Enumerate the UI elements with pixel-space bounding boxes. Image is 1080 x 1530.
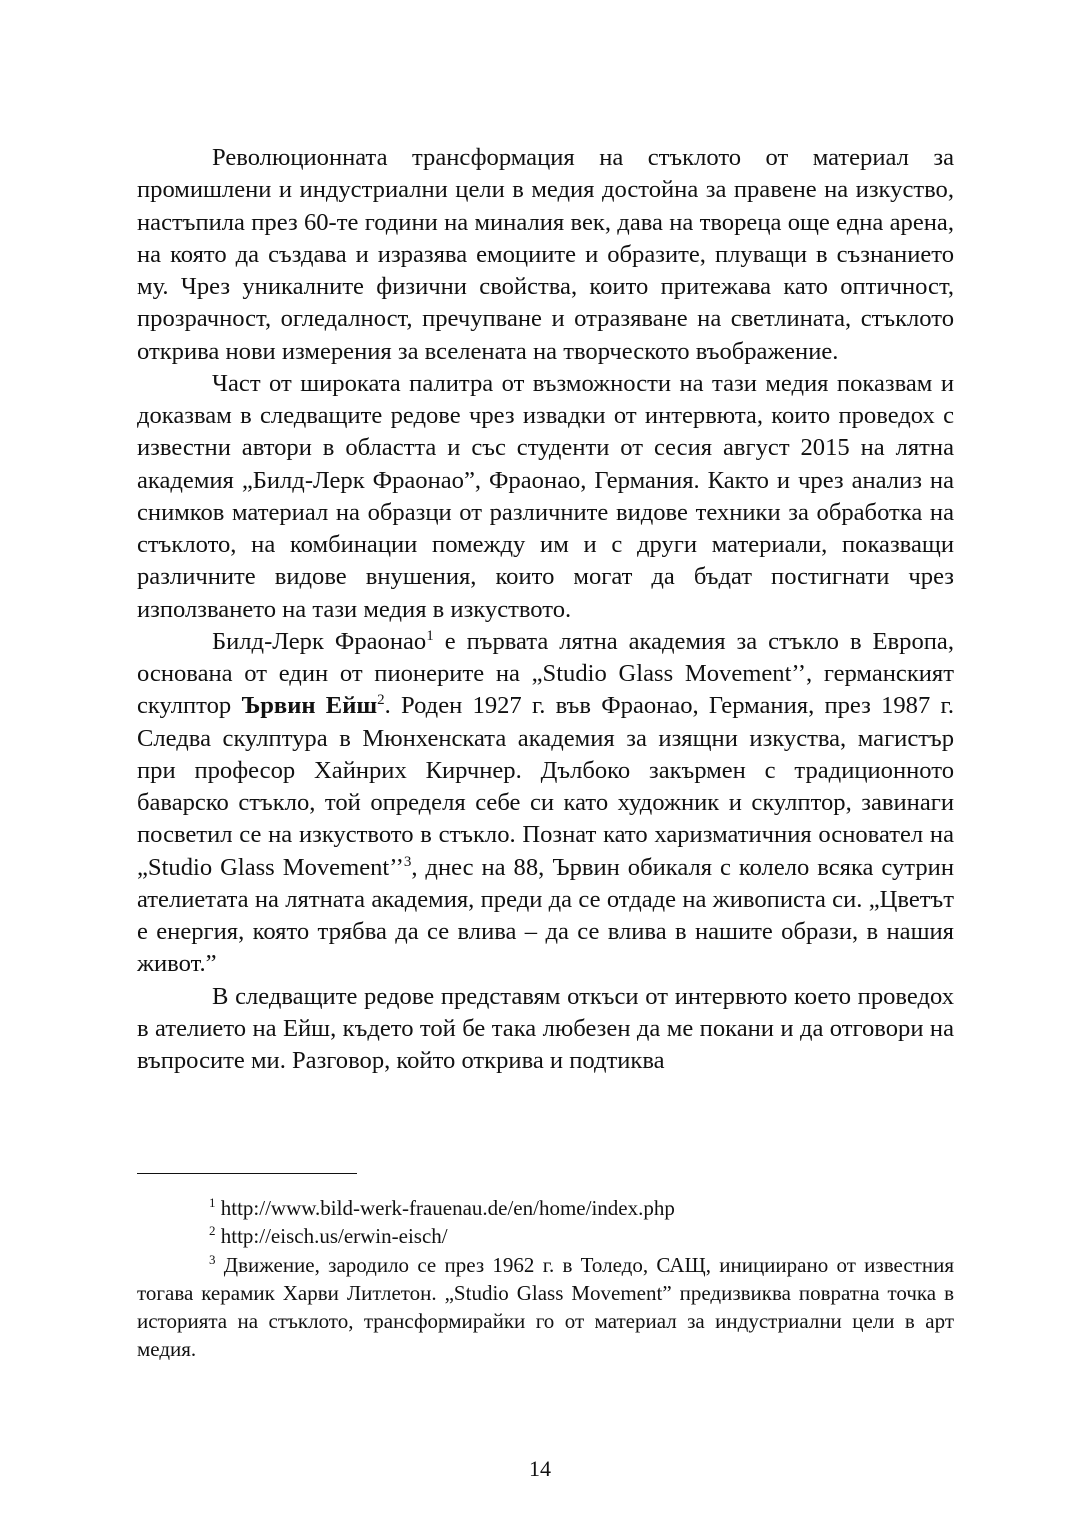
footnote-1-text: http://www.bild-werk-frauenau.de/en/home/index.php [215, 1196, 675, 1220]
footnote-ref-1: 1 [426, 627, 434, 644]
sculptor-name: Ървин Ейш [241, 692, 378, 720]
paragraph-3-part-b: е първата лятна академия за стъкло в Европа, основана от един от пионерите на „Studio Glass Movement’’, германският скулптор [137, 627, 954, 720]
footnote-2-number: 2 [209, 1223, 216, 1239]
paragraph-1: Революционната трансформация на стъклото от материал за промишлени и индустриални цели в медия достойна за правене на изкуство, настъпила през 60-те години на миналия век, дава на твореца още една арена, на която да създава и изразява емоциите и образите, плуващи в съзнанието му. Чрез уникалните физични свойства, които притежава като оптичност, прозрачност, огледалност, пречупване и отразяване на светлината, стъклото открива нови измерения за вселената на творческото въображение. [137, 144, 954, 365]
paragraph-3-part-c: . Роден 1927 г. във Фраонао, Германия, през 1987 г. Следва скулптура в Мюнхенската академия за изящни изкуства, магистър при професор Хайнрих Кирчнер. Дълбоко закърмен с традиционното баварско стъкло, той определя себе си като художник и скулптор, завинаги посветил се на изкуството в стъкло. Познат като харизматичния основател на „Studio Glass Movement’’ [137, 692, 954, 881]
footnote-1 [137, 1194, 954, 1222]
footnote-ref-2: 2 [377, 692, 385, 709]
footnote-3-text: Движение, зародило се през 1962 г. в Толедо, САЩ, инициирано от известния тогава керамик Харви Литлетон. „Studio Glass Movement” предизвиква повратна точка в историята на стъклото, трансформирайки го от материал за индустриални цели в арт медия. [137, 1252, 954, 1362]
paragraph-3-part-d: , днес на 88, Ървин обикаля с колело всяка сутрин ателиетата на лятната академия, преди да се отдаде на живописта си. „Цветът е енергия, която трябва да се влива – да се влива в нашите образи, в нашия живот.” [137, 853, 954, 978]
footnotes [137, 1194, 954, 1364]
paragraph-2: Част от широката палитра от възможности на тази медия показвам и доказвам в следващите редове чрез извадки от интервюта, които проведох с известни автори в областта и със студенти от сесия август 2015 на лятна академия „Билд-Лерк Фраонао”, Фраонао, Германия. Както и чрез анализ на снимков материал на образци от различните видове техники за обработка на стъклото, на комбинации помежду им и с други материали, показващи различните видове внушения, които могат да бъдат постигнати чрез използването на тази медия в изкуството. [137, 369, 954, 623]
paragraph-3-part-a: Билд-Лерк Фраонао [212, 627, 427, 655]
footnote-1-number: 1 [209, 1195, 216, 1210]
footnote-3-number: 3 [209, 1251, 216, 1267]
main-text [137, 142, 954, 1077]
paragraph-3 [137, 626, 954, 981]
footnote-3 [137, 1251, 954, 1364]
footnote-2-text: http://eisch.us/erwin-eisch/ [215, 1224, 448, 1249]
paragraph-4: В следващите редове представям откъси от интервюто което проведох в ателието на Ейш, където той бе така любезен да ме покани и да отговори на въпросите ми. Разговор, който открива и подтиква [137, 982, 954, 1074]
footnote-2 [137, 1222, 954, 1250]
page-number: 14 [529, 1456, 551, 1481]
footnote-separator [137, 1173, 357, 1174]
footnote-ref-3: 3 [403, 853, 412, 870]
